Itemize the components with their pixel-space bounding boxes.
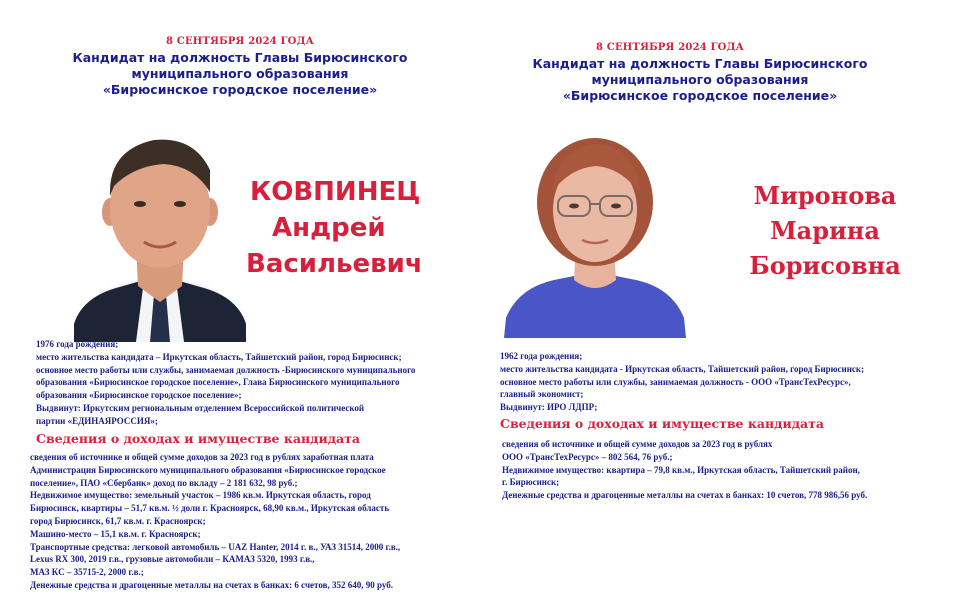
bio-line: 1962 года рождения; — [500, 351, 583, 361]
income-line: сведения об источнике и общей сумме доходов за 2023 год в рублях — [502, 439, 773, 449]
election-date: 8 СЕНТЯБРЯ 2024 ГОДА — [165, 36, 315, 47]
candidate-patronymic: Васильевич — [246, 249, 423, 279]
candidate-name — [712, 178, 938, 283]
bio-line: Выдвинут: Иркутским региональным отделением Всероссийской политической — [36, 402, 365, 413]
heading-line: муниципального образования — [131, 66, 349, 81]
income-line: ООО «ТрансТехРесурс» – 802 564, 76 руб.; — [502, 451, 673, 462]
candidate-first-name: Марина — [770, 216, 880, 245]
heading-line: муниципального образования — [591, 72, 809, 87]
income-line: Машино-место – 15,1 кв.м. г. Красноярск; — [30, 528, 201, 539]
candidate-patronymic: Борисовна — [749, 251, 901, 280]
candidate-bio — [36, 338, 415, 428]
income-line: Недвижимое имущество: квартира – 79,8 кв.м., Иркутская область, Тайшетский район, — [502, 464, 860, 475]
income-line: г. Бирюсинск; — [502, 477, 560, 488]
bio-line: основное место работы или службы, занимаемая должность -Бирюсинского муниципального — [36, 364, 416, 375]
candidate-surname: Миронова — [753, 181, 897, 210]
income-section-title: Сведения о доходах и имуществе кандидата — [500, 416, 824, 431]
income-line: Бирюсинск, квартиры – 51,7 кв.м. ½ доли г. Красноярск, 68,90 кв.м., Иркутская область — [30, 503, 390, 514]
income-line: МАЗ КС – 35715-2, 2000 г.в.; — [30, 567, 144, 578]
candidate-card-mironova — [480, 0, 960, 600]
bio-line: образования «Бирюсинское городское поселение», Глава Бирюсинского муниципального — [36, 377, 400, 388]
election-date: 8 СЕНТЯБРЯ 2024 ГОДА — [595, 42, 745, 53]
candidate-name — [246, 174, 466, 282]
income-line: Lexus RX 300, 2019 г.в., грузовые автомобили – КАМАЗ 5320, 1993 г.в., — [30, 554, 315, 565]
income-details — [502, 438, 867, 502]
bio-line: место жительства кандидата – Иркутская область, Тайшетский район, город Бирюсинск; — [36, 351, 402, 362]
income-line: город Бирюсинск, 61,7 кв.м. г. Красноярск; — [30, 515, 206, 526]
bio-line: Выдвинут: ИРО ЛДПР; — [500, 402, 598, 413]
candidate-surname: КОВПИНЕЦ — [250, 177, 421, 207]
heading-line: Кандидат на должность Главы Бирюсинского — [532, 56, 868, 71]
bio-line: образования «Бирюсинское городское поселение»; — [36, 390, 242, 401]
income-details — [30, 451, 400, 592]
bio-line: место жительства кандидата - Иркутская область, Тайшетский район, город Бирюсинск; — [500, 363, 865, 374]
candidate-photo — [74, 126, 246, 342]
candidate-photo — [504, 130, 686, 338]
heading-line: «Бирюсинское городское поселение» — [562, 88, 838, 103]
position-heading — [480, 56, 920, 104]
bio-line: 1976 года рождения; — [36, 339, 119, 349]
heading-line: Кандидат на должность Главы Бирюсинского — [72, 50, 408, 65]
income-section-title: Сведения о доходах и имуществе кандидата — [36, 431, 360, 446]
bio-line: партии «ЕДИНАЯРОССИЯ»; — [36, 415, 158, 426]
bio-line: главный экономист; — [500, 389, 584, 400]
position-heading — [20, 50, 460, 98]
income-line: Транспортные средства: легковой автомобиль – UAZ Hanter, 2014 г. в., УАЗ 31514, 2000 г.в., — [30, 541, 401, 552]
candidate-first-name: Андрей — [272, 213, 386, 243]
income-line: сведения об источнике и общей сумме доходов за 2023 год в рублях заработная плата — [30, 452, 374, 462]
income-line: Администрация Бирюсинского муниципального образования «Бирюсинское городское — [30, 464, 386, 475]
candidate-bio — [500, 350, 864, 414]
income-line: поселение», ПАО «Сбербанк» доход по вкладу – 2 181 632, 98 руб.; — [30, 477, 298, 488]
income-line: Денежные средства и драгоценные металлы на счетах в банках: 6 счетов, 352 640, 90 руб. — [30, 579, 393, 590]
bio-line: основное место работы или службы, занимаемая должность - ООО «ТрансТехРесурс», — [500, 376, 851, 387]
heading-line: «Бирюсинское городское поселение» — [102, 82, 378, 97]
income-line: Денежные средства и драгоценные металлы на счетах в банках: 10 счетов, 778 986,56 руб. — [502, 490, 868, 501]
income-line: Недвижимое имущество: земельный участок – 1986 кв.м. Иркутская область, город — [30, 490, 371, 501]
